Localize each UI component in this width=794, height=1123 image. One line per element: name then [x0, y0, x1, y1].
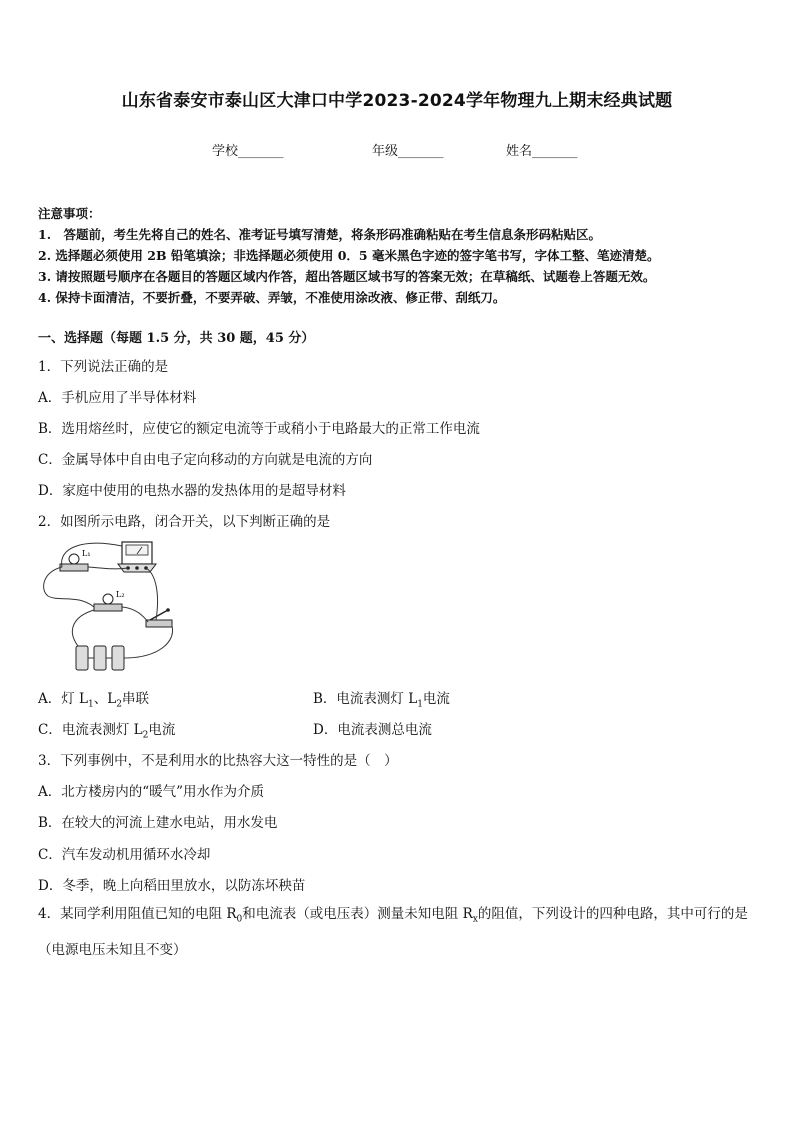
q1-option-c[interactable]: C．金属导体中自由电子定向移动的方向就是电流的方向 [38, 452, 373, 468]
page-title: 山东省泰安市泰山区大津口中学2023-2024学年物理九上期末经典试题 [121, 91, 673, 111]
battery-icon [76, 646, 124, 670]
q1-stem: 1．下列说法正确的是 [38, 359, 169, 375]
notes-block [38, 203, 758, 308]
circuit-figure [38, 534, 180, 674]
grade-field[interactable]: 年级_______ [372, 144, 444, 159]
q3-option-c[interactable]: C．汽车发动机用循环水冷却 [38, 847, 211, 863]
q3-option-a[interactable]: A．北方楼房内的“暖气”用水作为介质 [38, 784, 265, 800]
ammeter-icon [118, 542, 156, 572]
name-field[interactable]: 姓名_______ [506, 144, 578, 159]
l2-label: L₂ [116, 590, 125, 599]
lamp-l2-icon [94, 590, 125, 611]
section-title: 一、选择题（每题 1.5 分，共 30 题，45 分） [38, 331, 315, 346]
q3-stem: 3．下列事例中，不是利用水的比热容大这一特性的是（ ） [38, 753, 398, 769]
q1-option-d[interactable]: D．家庭中使用的电热水器的发热体用的是超导材料 [38, 483, 346, 499]
q3-option-b[interactable]: B．在较大的河流上建水电站，用水发电 [38, 815, 278, 831]
q3-option-d[interactable]: D．冬季，晚上向稻田里放水，以防冻坏秧苗 [38, 878, 306, 894]
school-field[interactable]: 学校_______ [212, 144, 284, 159]
note-item: 2. 选择题必须使用 2B 铅笔填涂；非选择题必须使用 0．5 毫米黑色字迹的签字笔书写，字体工整、笔迹清楚。 [38, 248, 660, 263]
q2-option-c[interactable]: C．电流表测灯 $L_2$电流 [38, 722, 176, 741]
switch-icon [146, 608, 172, 627]
q4-stem: 4．某同学利用阻值已知的电阻 $R_0$和电流表（或电压表）测量未知电阻 $R_x$的阻值，下列设计的四种电路，其中可行的是（电源电压未知且不变） [38, 906, 748, 958]
q2-option-d[interactable]: D．电流表测总电流 [313, 722, 432, 738]
q1-option-b[interactable]: B．选用熔丝时，应使它的额定电流等于或稍小于电路最大的正常工作电流 [38, 421, 480, 437]
q1-option-a[interactable]: A．手机应用了半导体材料 [38, 390, 197, 406]
l1-label: L₁ [82, 549, 91, 558]
note-item: 4. 保持卡面清洁，不要折叠，不要弄破、弄皱，不准使用涂改液、修正带、刮纸刀。 [38, 290, 506, 305]
q2-option-b[interactable]: B．电流表测灯 $L_1$电流 [313, 691, 450, 710]
notes-heading: 注意事项： [38, 206, 101, 221]
q2-stem: 2．如图所示电路，闭合开关，以下判断正确的是 [38, 514, 331, 530]
lamp-l1-icon [60, 549, 91, 571]
q2-option-a[interactable]: A．灯 $L_1$、$L_2$串联 [38, 691, 149, 710]
note-item: 1. 答题前，考生先将自己的姓名、准考证号填写清楚，将条形码准确粘贴在考生信息条形码粘贴区。 [38, 227, 602, 242]
note-item: 3. 请按照题号顺序在各题目的答题区域内作答，超出答题区域书写的答案无效；在草稿纸、试题卷上答题无效。 [38, 269, 656, 284]
